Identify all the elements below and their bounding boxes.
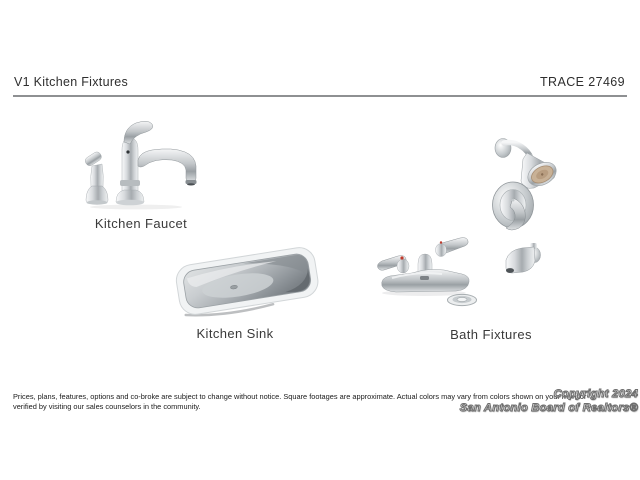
header-divider <box>13 95 627 97</box>
kitchen-faucet-image <box>78 110 218 210</box>
kitchen-sink-label: Kitchen Sink <box>196 326 274 341</box>
disclaimer-line-1: Prices, plans, features, options and co-broke are subject to change without notice. Square footages are approximate. Actual colors may vary from colors shown on your monitor <box>13 392 587 401</box>
disclaimer-line-2: verified by visiting our sales counselors in the community. <box>13 402 201 411</box>
copyright-watermark <box>460 388 638 415</box>
bath-fixtures-label: Bath Fixtures <box>450 327 532 342</box>
kitchen-faucet-label: Kitchen Faucet <box>94 216 188 231</box>
bath-fixtures-image <box>372 128 564 308</box>
watermark-board-line: San Antonio Board of Realtors® <box>459 401 638 414</box>
kitchen-faucet-icon <box>78 110 218 210</box>
trace-number: TRACE 27469 <box>540 75 625 89</box>
kitchen-sink-image <box>171 238 323 318</box>
bath-fixtures-icon <box>372 128 564 308</box>
watermark-copyright-line: Copyright 2024 <box>553 388 638 400</box>
kitchen-sink-icon <box>171 238 323 318</box>
page-title: V1 Kitchen Fixtures <box>14 75 129 89</box>
